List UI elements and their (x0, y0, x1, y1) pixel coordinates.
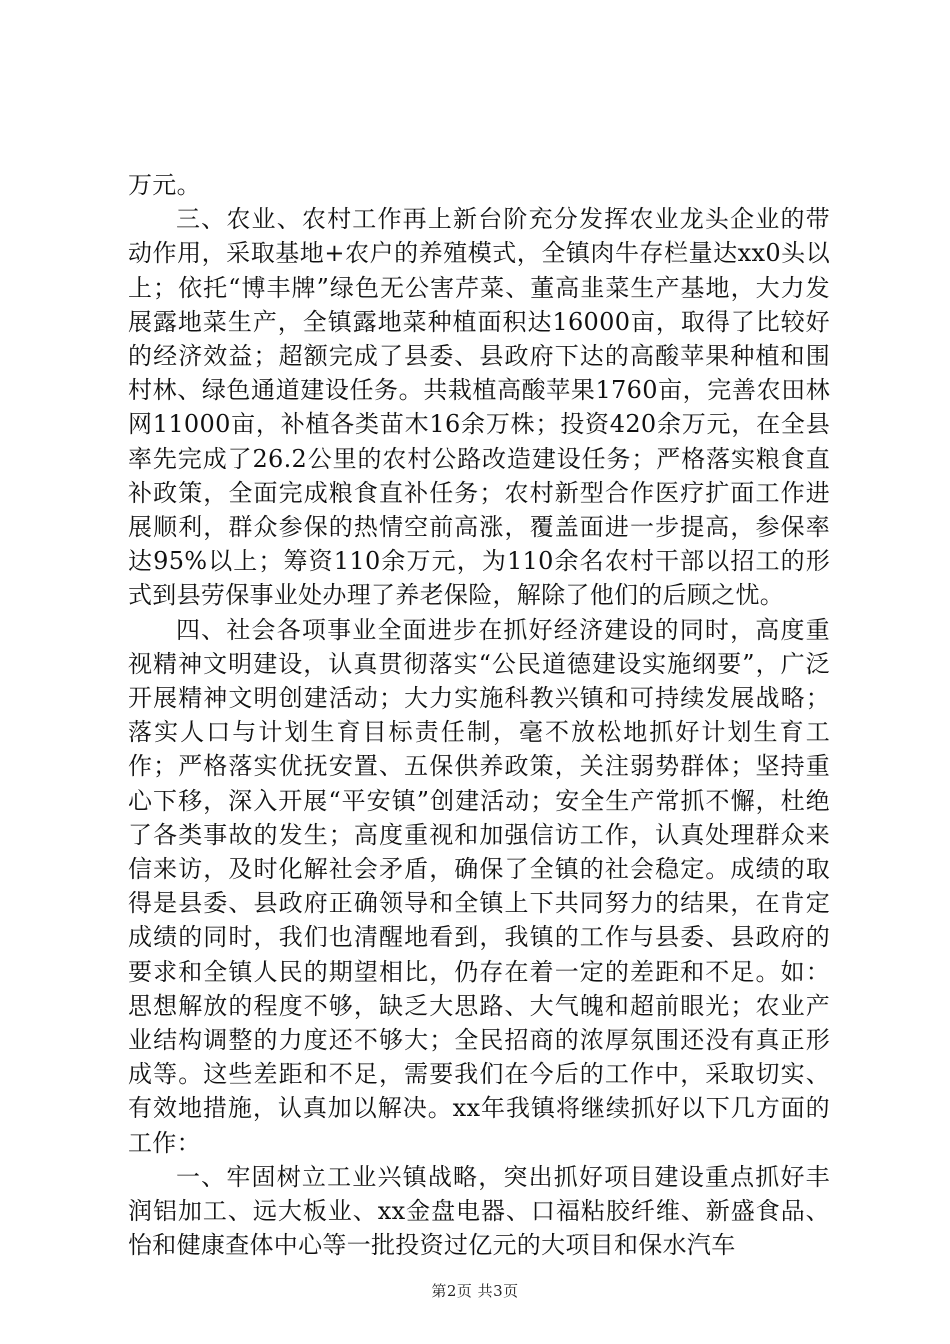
document-body (128, 168, 830, 1263)
paragraph-agriculture: 三、农业、农村工作再上新台阶充分发挥农业龙头企业的带动作用，采取基地+农户的养殖模式，全镇肉牛存栏量达xx0头以上；依托“博丰牌”绿色无公害芹菜、董高韭菜生产基地，大力发展露地菜生产，全镇露地菜种植面积达16000亩，取得了比较好的经济效益；超额完成了县委、县政府下达的高酸苹果种植和围村林、绿色通道建设任务。共栽植高酸苹果1760亩，完善农田林网11000亩，补植各类苗木16余万株；投资420余万元，在全县率先完成了26.2公里的农村公路改造建设任务；严格落实粮食直补政策，全面完成粮食直补任务；农村新型合作医疗扩面工作进展顺利，群众参保的热情空前高涨，覆盖面进一步提高，参保率达95%以上；筹资110余万元，为110余名农村干部以招工的形式到县劳保事业处办理了养老保险，解除了他们的后顾之忧。 (128, 205, 830, 610)
page-number-label: 第2页 共3页 (431, 1282, 519, 1300)
paragraph-industry-strategy: 一、牢固树立工业兴镇战略，突出抓好项目建设重点抓好丰润铝加工、远大板业、xx金盘电器、口福粘胶纤维、新盛食品、怡和健康查体中心等一批投资过亿元的大项目和保水汽车 (128, 1162, 830, 1260)
page-footer (0, 1280, 950, 1301)
paragraph-continuation: 万元。 (128, 171, 201, 199)
paragraph-social-affairs: 四、社会各项事业全面进步在抓好经济建设的同时，高度重视精神文明建设，认真贯彻落实“公民道德建设实施纲要”，广泛开展精神文明创建活动；大力实施科教兴镇和可持续发展战略；落实人口与计划生育目标责任制，毫不放松地抓好计划生育工作；严格落实优抚安置、五保供养政策，关注弱势群体；坚持重心下移，深入开展“平安镇”创建活动；安全生产常抓不懈，杜绝了各类事故的发生；高度重视和加强信访工作，认真处理群众来信来访，及时化解社会矛盾，确保了全镇的社会稳定。成绩的取得是县委、县政府正确领导和全镇上下共同努力的结果，在肯定成绩的同时，我们也清醒地看到，我镇的工作与县委、县政府的要求和全镇人民的期望相比，仍存在着一定的差距和不足。如：思想解放的程度不够，缺乏大思路、大气魄和超前眼光；农业产业结构调整的力度还不够大；全民招商的浓厚氛围还没有真正形成等。这些差距和不足，需要我们在今后的工作中，采取切实、有效地措施，认真加以解决。xx年我镇将继续抓好以下几方面的工作： (128, 615, 830, 1157)
